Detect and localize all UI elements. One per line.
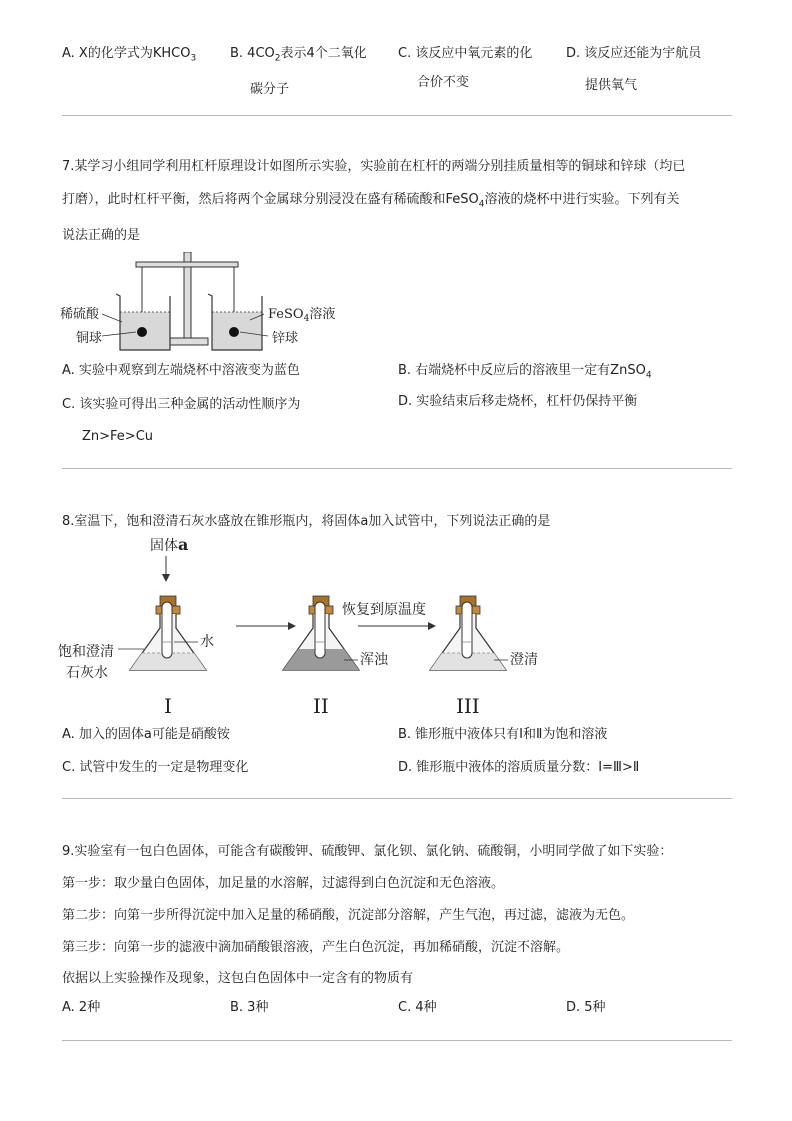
q8-option-b[interactable]: B. 锥形瓶中液体只有Ⅰ和Ⅱ为饱和溶液 [398, 727, 608, 742]
q9-stem: 9.实验室有一包白色固体，可能含有碳酸钾、硫酸钾、氯化钡、氯化钠、硫酸铜，小明同学做了如下实验： [62, 844, 673, 859]
q7-option-c[interactable]: C. 该实验可得出三种金属的活动性顺序为 [62, 397, 301, 412]
label-feso4: FeSO$_4$溶液 [268, 307, 336, 324]
label-saturated-1: 饱和澄清 [58, 644, 114, 660]
right-beaker [208, 294, 262, 350]
label-saturated-2: 石灰水 [66, 665, 108, 681]
q8-option-a[interactable]: A. 加入的固体a可能是硝酸铵 [62, 727, 230, 742]
q8-option-d[interactable]: D. 锥形瓶中液体的溶质质量分数：Ⅰ=Ⅲ>Ⅱ [398, 760, 640, 775]
label-restore-temp: 恢复到原温度 [342, 602, 426, 618]
q9-step2: 第二步：向第一步所得沉淀中加入足量的稀硝酸，沉淀部分溶解，产生气泡，再过滤，滤液为无色。 [62, 908, 635, 923]
q7-option-b[interactable]: B. 右端烧杯中反应后的溶液里一定有ZnSO$_4$ [398, 363, 652, 381]
q7-option-a[interactable]: A. 实验中观察到左端烧杯中溶液变为蓝色 [62, 363, 300, 378]
label-turbid: 浑浊 [360, 652, 388, 668]
flask-3 [430, 596, 508, 670]
q7-lever-figure [58, 252, 358, 360]
q9-option-c[interactable]: C. 4种 [398, 1000, 437, 1015]
q9-option-b[interactable]: B. 3种 [230, 1000, 269, 1015]
divider [62, 115, 732, 116]
svg-text:固体a [150, 535, 188, 554]
q7-option-d[interactable]: D. 实验结束后移走烧杯，杠杆仍保持平衡 [398, 394, 638, 409]
q9-option-d[interactable]: D. 5种 [566, 1000, 606, 1015]
q6-option-b-line2: 碳分子 [250, 82, 290, 97]
q6-option-d[interactable]: D. 该反应还能为宇航员 [566, 46, 702, 61]
q6-option-c-line2: 合价不变 [417, 75, 470, 90]
label-copper-ball: 铜球 [76, 331, 103, 346]
divider [62, 798, 732, 799]
zinc-ball [229, 327, 239, 337]
label-clear: 澄清 [510, 652, 538, 668]
label-zinc-ball: 锌球 [272, 331, 299, 346]
q7-option-c-line2: Zn>Fe>Cu [82, 429, 154, 444]
divider [62, 468, 732, 469]
q8-option-c[interactable]: C. 试管中发生的一定是物理变化 [62, 760, 249, 775]
label-solid-letter: a [178, 535, 189, 554]
q9-option-a[interactable]: A. 2种 [62, 1000, 101, 1015]
q9-conclusion: 依据以上实验操作及现象，这包白色固体中一定含有的物质有 [62, 971, 414, 986]
q6-option-c[interactable]: C. 该反应中氧元素的化 [398, 46, 533, 61]
flask-1 [118, 596, 206, 670]
q7-stem-line3: 说法正确的是 [62, 228, 141, 243]
copper-ball [137, 327, 147, 337]
q6-option-d-line2: 提供氧气 [585, 78, 638, 93]
label-dilute-acid: 稀硫酸 [60, 307, 100, 322]
q6-option-a[interactable]: A. X的化学式为$KHCO_3$ [62, 46, 197, 64]
divider [62, 1040, 732, 1041]
q8-stem: 8.室温下，饱和澄清石灰水盛放在锥形瓶内，将固体a加入试管中，下列说法正确的是 [62, 514, 551, 529]
label-roman-2: II [313, 694, 329, 718]
label-solid: 固体 [150, 538, 178, 554]
lever-base [168, 338, 208, 345]
q6-option-b[interactable]: B. $4CO_2$表示4个二氧化 [230, 46, 367, 64]
q9-step3: 第三步：向第一步的滤液中滴加硝酸银溶液，产生白色沉淀，再加稀硝酸，沉淀不溶解。 [62, 940, 570, 955]
q7-stem-line2: 打磨），此时杠杆平衡，然后将两个金属球分别浸没在盛有稀硫酸和FeSO$_4$溶液的烧杯中进行实验。下列有关 [62, 192, 680, 210]
q8-flask-figure [58, 530, 548, 720]
q7-stem-line1: 7.某学习小组同学利用杠杆原理设计如图所示实验，实验前在杠杆的两端分别挂质量相等的铜球和锌球（均已 [62, 159, 686, 174]
q9-step1: 第一步：取少量白色固体，加足量的水溶解，过滤得到白色沉淀和无色溶液。 [62, 876, 505, 891]
label-roman-1: I [164, 694, 172, 718]
label-roman-3: III [456, 694, 480, 718]
lever-beam [136, 262, 238, 267]
left-beaker [116, 294, 170, 350]
label-water: 水 [200, 634, 214, 650]
q6-option-a-text: A. X的化学式为KHCO [62, 46, 191, 61]
